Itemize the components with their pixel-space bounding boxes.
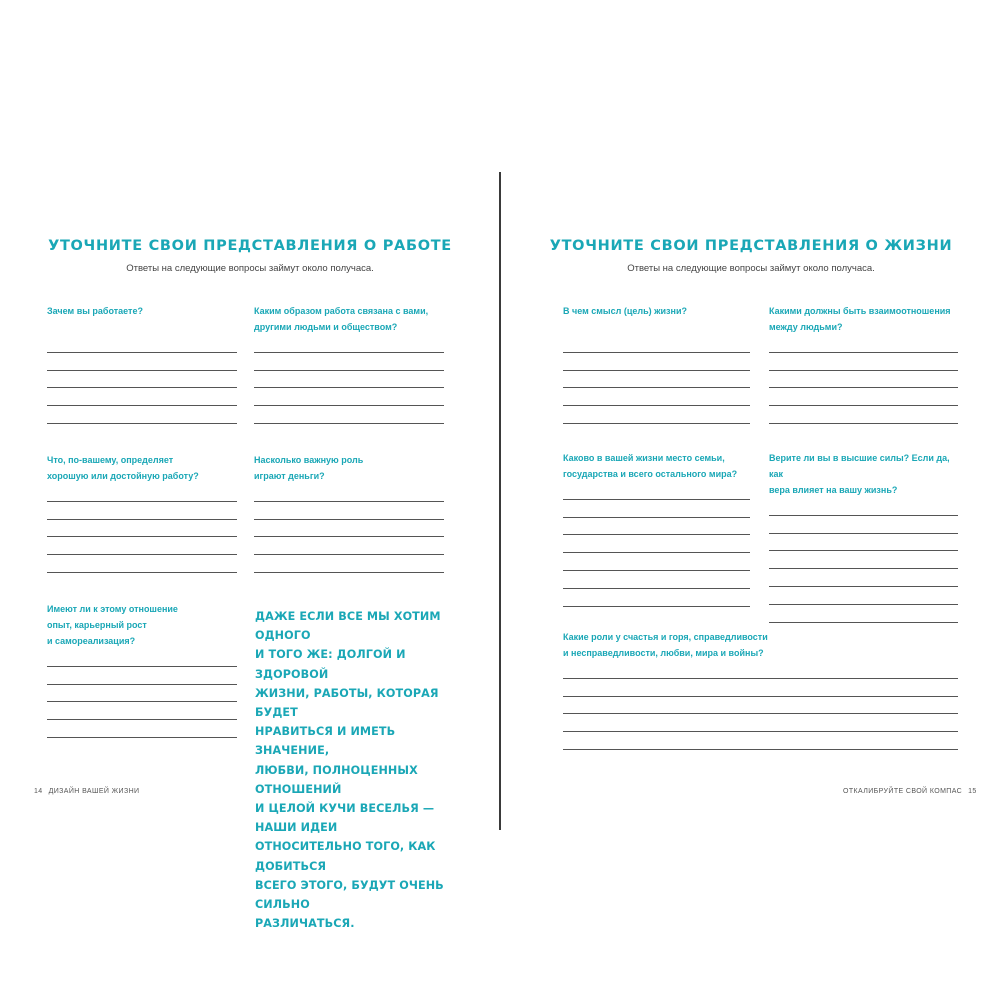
answer-line[interactable] (563, 388, 750, 406)
answer-line[interactable] (47, 520, 237, 538)
answer-lines[interactable] (563, 335, 750, 424)
page-title: УТОЧНИТЕ СВОИ ПРЕДСТАВЛЕНИЯ О РАБОТЕ (48, 238, 452, 254)
answer-line[interactable] (254, 335, 444, 353)
question-block-why-work (47, 303, 237, 424)
answer-lines[interactable] (563, 661, 958, 750)
question-block-higher-powers (769, 450, 958, 623)
question-block-work-relation (254, 303, 444, 424)
answer-line[interactable] (47, 667, 237, 685)
answer-line[interactable] (47, 353, 237, 371)
answer-line[interactable] (769, 498, 958, 516)
answer-lines[interactable] (769, 335, 958, 424)
answer-lines[interactable] (563, 482, 750, 607)
question-text: Зачем вы работаете? (47, 306, 143, 316)
answer-line[interactable] (563, 353, 750, 371)
answer-line[interactable] (769, 605, 958, 623)
question-text: Каким образом работа связана с вами, другими людьми и обществом? (254, 306, 429, 332)
answer-line[interactable] (254, 484, 444, 502)
answer-line[interactable] (47, 502, 237, 520)
question-block-money (254, 452, 444, 573)
answer-lines[interactable] (254, 335, 444, 424)
answer-lines[interactable] (254, 484, 444, 573)
page-subtitle: Ответы на следующие вопросы займут около получаса. (126, 263, 374, 274)
answer-line[interactable] (254, 371, 444, 389)
question-text: Насколько важную роль играют деньги? (254, 455, 364, 481)
answer-line[interactable] (563, 571, 750, 589)
answer-line[interactable] (769, 388, 958, 406)
answer-lines[interactable] (769, 498, 958, 623)
answer-line[interactable] (563, 335, 750, 353)
question-block-experience (47, 601, 237, 738)
question-text: Какие роли у счастья и горя, справедливости и несправедливости, любви, мира и войны? (563, 632, 768, 658)
answer-line[interactable] (563, 714, 958, 732)
answer-line[interactable] (769, 534, 958, 552)
page-footer (34, 788, 139, 795)
answer-line[interactable] (769, 335, 958, 353)
page-number: 15 (968, 788, 977, 795)
question-block-relationships (769, 303, 958, 424)
pull-quote: ДАЖЕ ЕСЛИ ВСЕ МЫ ХОТИМ ОДНОГО И ТОГО ЖЕ: ДОЛГОЙ И ЗДОРОВОЙ ЖИЗНИ, РАБОТЫ, КОТОРАЯ БУДЕТ НРАВИТЬСЯ И ИМЕТЬ ЗНАЧЕНИЕ, ЛЮБВИ, ПОЛНОЦЕННЫХ ОТНОШЕНИЙ И ЦЕЛОЙ КУЧИ ВЕСЕЛЬЯ — НАШИ ИДЕИ ОТНОСИТЕЛЬНО ТОГО, КАК ДОБИТЬСЯ ВСЕГО ЭТОГО, БУДУТ ОЧЕНЬ СИЛЬНО РАЗЛИЧАТЬСЯ. (255, 610, 444, 931)
answer-line[interactable] (254, 555, 444, 573)
answer-lines[interactable] (47, 484, 237, 573)
answer-line[interactable] (769, 551, 958, 569)
answer-line[interactable] (254, 353, 444, 371)
answer-line[interactable] (47, 537, 237, 555)
question-block-meaning (563, 303, 750, 424)
answer-line[interactable] (563, 697, 958, 715)
answer-line[interactable] (47, 555, 237, 573)
right-page (502, 0, 1000, 1000)
question-text: В чем смысл (цель) жизни? (563, 306, 687, 316)
answer-line[interactable] (47, 484, 237, 502)
running-head: ДИЗАЙН ВАШЕЙ ЖИЗНИ (48, 788, 140, 795)
page-footer (843, 788, 983, 795)
answer-line[interactable] (769, 406, 958, 424)
answer-line[interactable] (769, 569, 958, 587)
answer-line[interactable] (769, 353, 958, 371)
answer-line[interactable] (563, 518, 750, 536)
page-title: УТОЧНИТЕ СВОИ ПРЕДСТАВЛЕНИЯ О ЖИЗНИ (549, 238, 953, 254)
question-block-roles (563, 629, 958, 750)
question-text: Какими должны быть взаимоотношения между людьми? (769, 306, 951, 332)
answer-line[interactable] (47, 406, 237, 424)
answer-line[interactable] (769, 371, 958, 389)
answer-line[interactable] (47, 685, 237, 703)
answer-line[interactable] (563, 500, 750, 518)
running-head: ОТКАЛИБРУЙТЕ СВОЙ КОМПАС (843, 788, 963, 795)
answer-line[interactable] (563, 732, 958, 750)
answer-line[interactable] (254, 406, 444, 424)
question-text: Имеют ли к этому отношение опыт, карьерный рост и самореализация? (47, 604, 178, 646)
answer-line[interactable] (769, 516, 958, 534)
question-block-family (563, 450, 750, 607)
answer-line[interactable] (769, 587, 958, 605)
book-gutter (499, 172, 501, 830)
answer-lines[interactable] (47, 649, 237, 738)
answer-line[interactable] (254, 520, 444, 538)
answer-line[interactable] (47, 649, 237, 667)
answer-line[interactable] (563, 482, 750, 500)
page-number: 14 (34, 788, 43, 795)
answer-line[interactable] (563, 535, 750, 553)
answer-line[interactable] (254, 537, 444, 555)
answer-line[interactable] (47, 720, 237, 738)
answer-line[interactable] (254, 388, 444, 406)
question-block-good-work (47, 452, 237, 573)
answer-line[interactable] (47, 702, 237, 720)
answer-line[interactable] (563, 406, 750, 424)
question-text: Верите ли вы в высшие силы? Если да, как вера влияет на вашу жизнь? (769, 453, 950, 495)
answer-line[interactable] (563, 679, 958, 697)
answer-line[interactable] (563, 553, 750, 571)
answer-line[interactable] (563, 371, 750, 389)
page-subtitle: Ответы на следующие вопросы займут около получаса. (627, 263, 875, 274)
answer-lines[interactable] (47, 335, 237, 424)
question-text: Каково в вашей жизни место семьи, государства и всего остального мира? (563, 453, 738, 479)
answer-line[interactable] (563, 661, 958, 679)
answer-line[interactable] (563, 589, 750, 607)
answer-line[interactable] (47, 335, 237, 353)
answer-line[interactable] (47, 371, 237, 389)
answer-line[interactable] (254, 502, 444, 520)
answer-line[interactable] (47, 388, 237, 406)
question-text: Что, по-вашему, определяет хорошую или достойную работу? (47, 455, 199, 481)
